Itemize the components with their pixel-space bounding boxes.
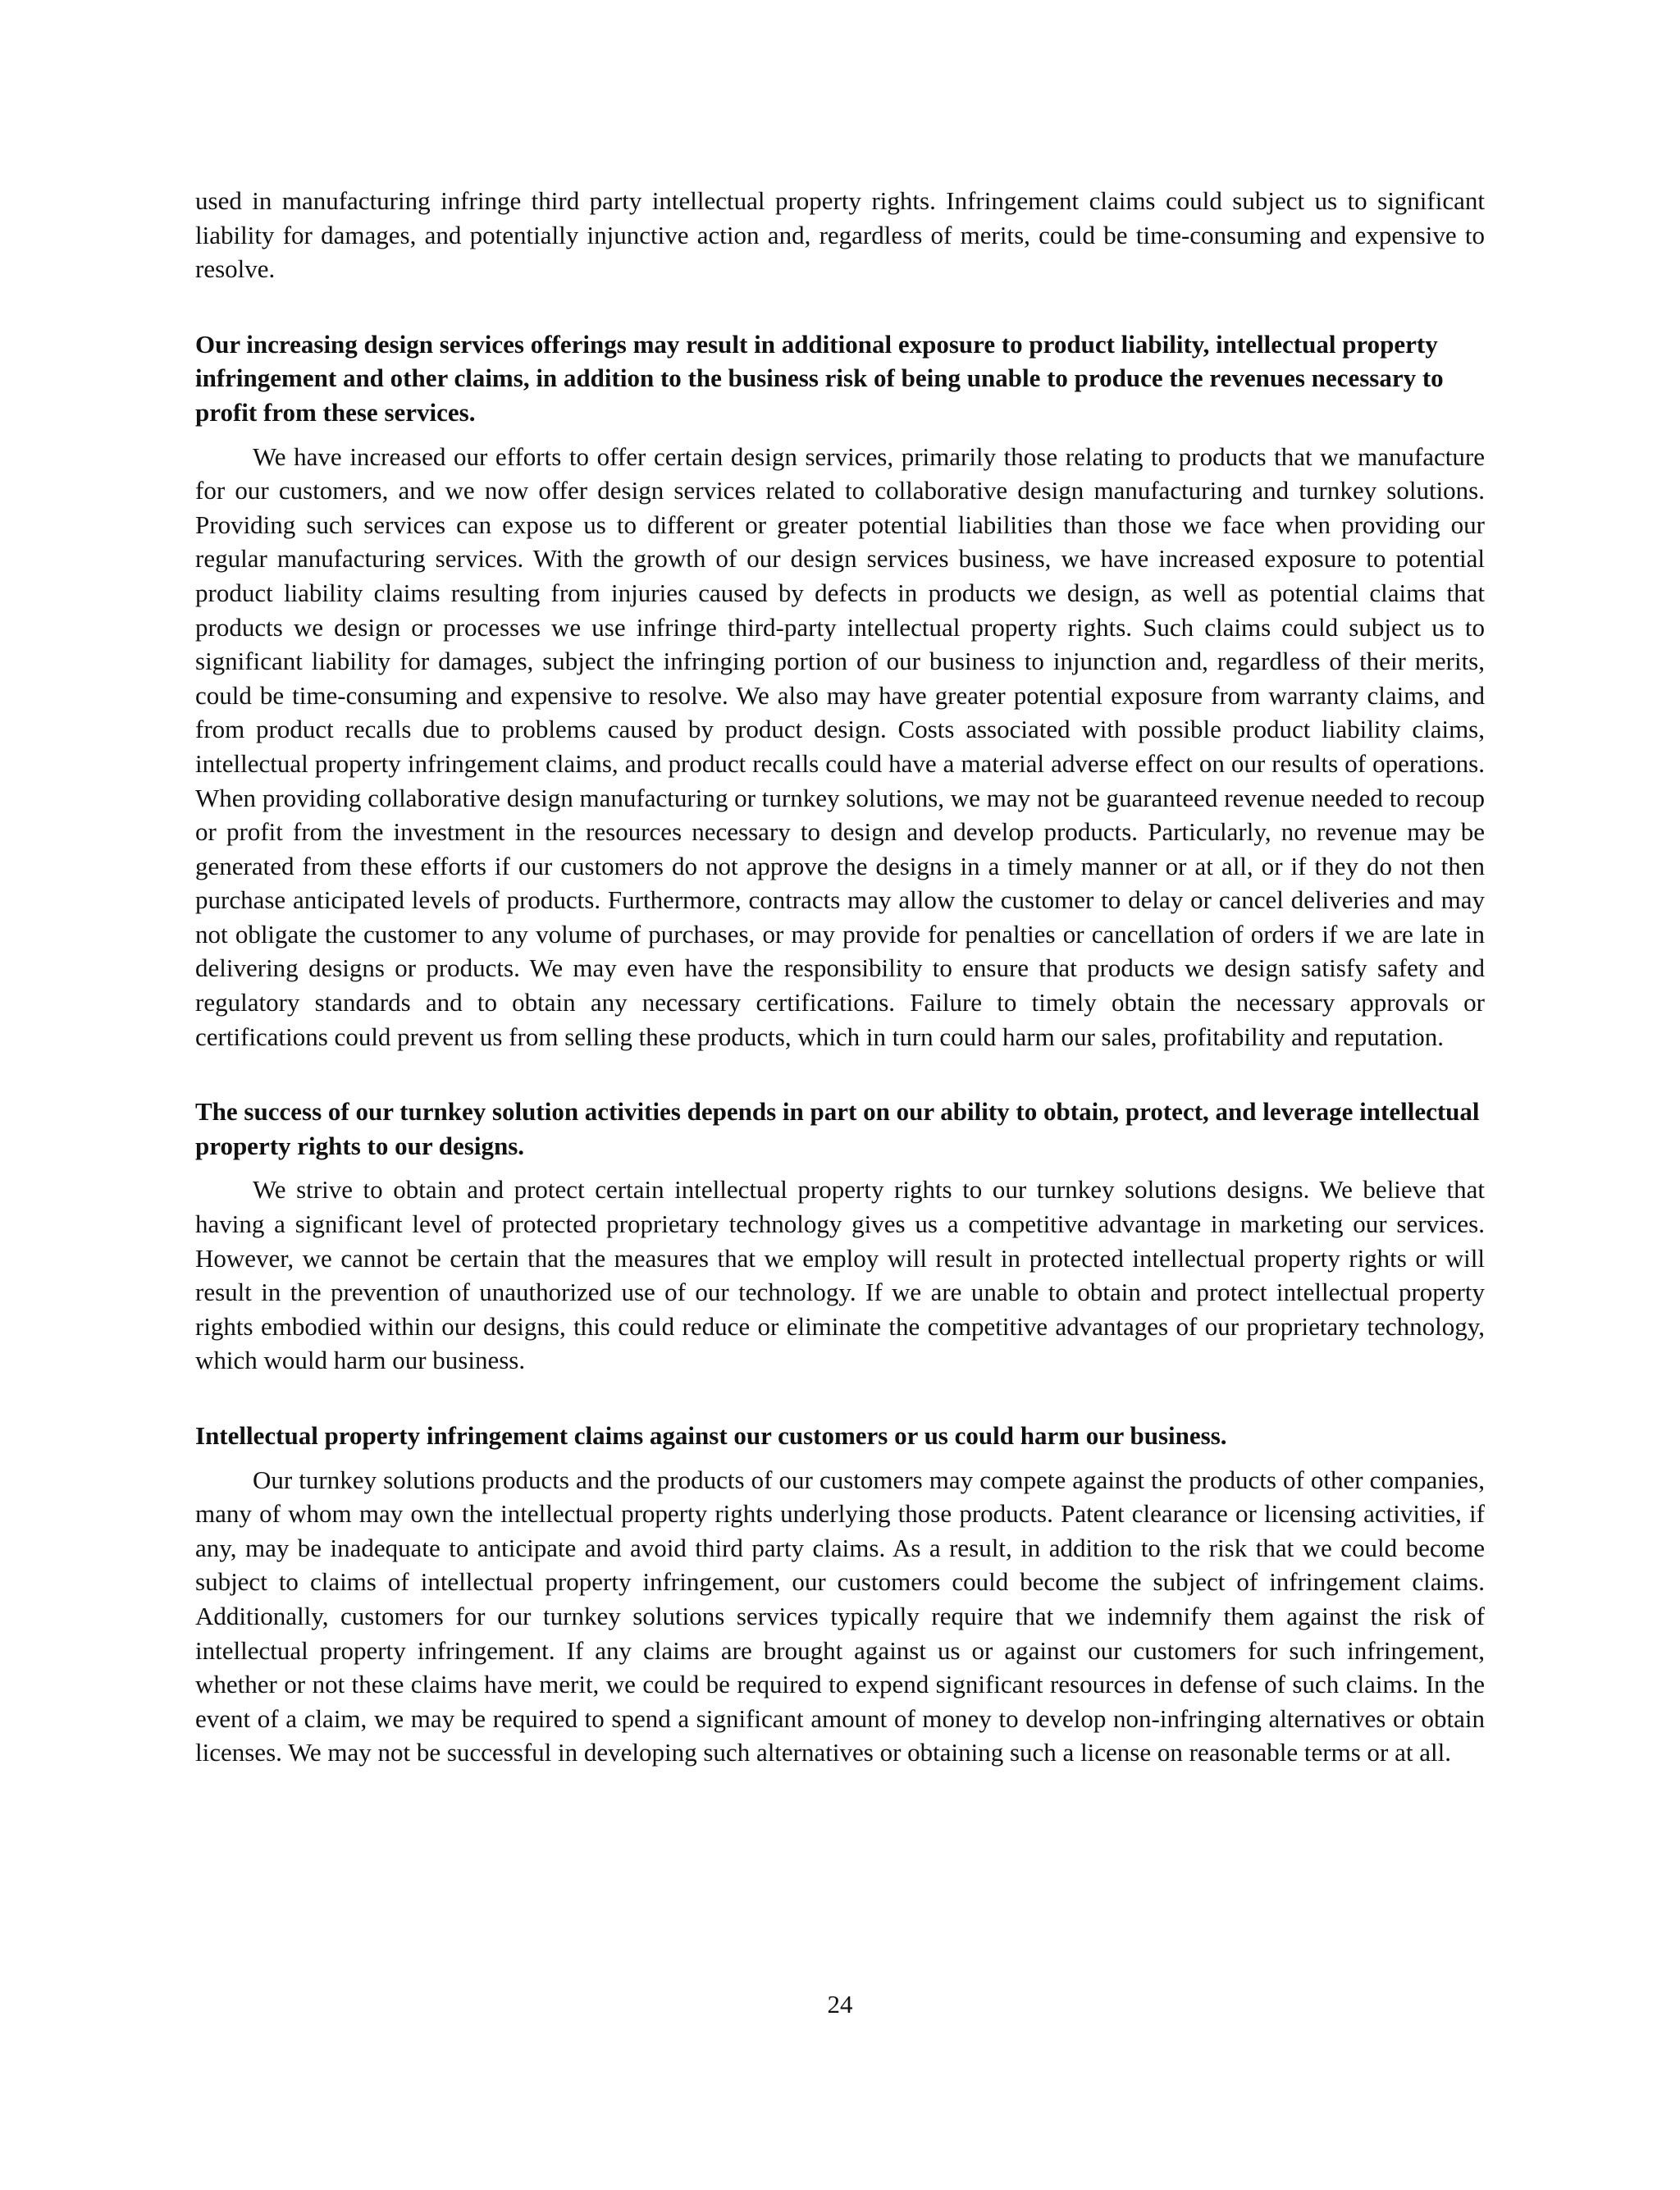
paragraph-design-services: We have increased our efforts to offer certain design services, primarily those relating to products that we manufacture for our customers, and we now offer design services related to collaborative design manufacturing and turnkey solutions. Providing such services can expose us to different or greater potential liabilities than those we face when providing our regular manufacturing services. With the growth of our design services business, we have increased exposure to potential product liability claims resulting from injuries caused by defects in products we design, as well as potential claims that products we design or processes we use infringe third-party intellectual property rights. Such claims could subject us to significant liability for damages, subject the infringing portion of our business to injunction and, regardless of their merits, could be time-consuming and expensive to resolve. We also may have greater potential exposure from warranty claims, and from product recalls due to problems caused by product design. Costs associated with possible product liability claims, intellectual property infringement claims, and product recalls could have a material adverse effect on our results of operations. When providing collaborative design manufacturing or turnkey solutions, we may not be guaranteed revenue needed to recoup or profit from the investment in the resources necessary to design and develop products. Particularly, no revenue may be generated from these efforts if our customers do not approve the designs in a timely manner or at all, or if they do not then purchase anticipated levels of products. Furthermore, contracts may allow the customer to delay or cancel deliveries and may not obligate the customer to any volume of purchases, or may provide for penalties or cancellation of orders if we are late in delivering designs or products. We may even have the responsibility to ensure that products we design satisfy safety and regulatory standards and to obtain any necessary certifications. Failure to timely obtain the necessary approvals or certifications could prevent us from selling these products, which in turn could harm our sales, profitability and reputation. bbox=[195, 441, 1485, 1051]
heading-ip-claims: Intellectual property infringement claims against our customers or us could harm our business. bbox=[195, 1421, 1227, 1450]
intro-paragraph: used in manufacturing infringe third party intellectual property rights. Infringement claims could subject us to significant liability for damages, and potentially injunctive action and, regardless of merits, could be time-consuming and expensive to resolve. bbox=[195, 186, 1485, 284]
heading-turnkey-ip: The success of our turnkey solution activities depends in part on our ability to obtain, protect, and leverage intellectual property rights to our designs. bbox=[195, 1097, 1480, 1160]
document-page bbox=[195, 184, 1485, 1770]
paragraph-turnkey-ip: We strive to obtain and protect certain intellectual property rights to our turnkey solutions designs. We believe that having a significant level of protected proprietary technology gives us a competitive advantage in marketing our services. However, we cannot be certain that the measures that we employ will result in protected intellectual property rights or will result in the prevention of unauthorized use of our technology. If we are unable to obtain and protect intellectual property rights embodied within our designs, this could reduce or eliminate the competitive advantages of our proprietary technology, which would harm our business. bbox=[195, 1175, 1485, 1375]
page-number: 24 bbox=[827, 1990, 853, 2019]
paragraph-ip-claims: Our turnkey solutions products and the products of our customers may compete against the products of other companies, many of whom may own the intellectual property rights underlying those products. Patent clearance or licensing activities, if any, may be inadequate to anticipate and avoid third party claims. As a result, in addition to the risk that we could become subject to claims of intellectual property infringement, our customers could become the subject of infringement claims. Additionally, customers for our turnkey solutions services typically require that we indemnify them against the risk of intellectual property infringement. If any claims are brought against us or against our customers for such infringement, whether or not these claims have merit, we could be required to expend significant resources in defense of such claims. In the event of a claim, we may be required to spend a significant amount of money to develop non-infringing alternatives or obtain licenses. We may not be successful in developing such alternatives or obtaining such a license on reasonable terms or at all. bbox=[195, 1465, 1485, 1767]
heading-design-services: Our increasing design services offerings may result in additional exposure to product liability, intellectual property infringement and other claims, in addition to the business risk of being unable to produce the revenues necessary to profit from these services. bbox=[195, 329, 1444, 427]
